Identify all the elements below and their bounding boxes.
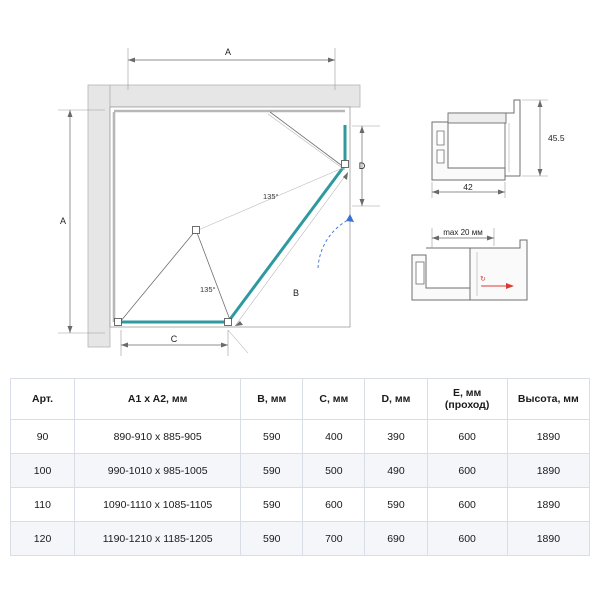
angle-top-label: 135°: [263, 192, 279, 201]
arrow-a-left-bottom: [68, 326, 73, 333]
header-b: B, мм: [241, 379, 303, 420]
header-e-sub: (проход): [444, 399, 490, 411]
plan-view: [58, 47, 380, 356]
dim-label-42: 42: [463, 182, 473, 192]
cell-b: 590: [241, 488, 303, 522]
dim-label-a-top: A: [224, 47, 232, 57]
cell-e: 600: [427, 420, 507, 454]
dim-label-b: B: [292, 288, 300, 298]
cell-d: 690: [365, 522, 427, 556]
cell-a1a2: 990-1010 x 985-1005: [75, 454, 241, 488]
spec-table-head: [11, 379, 590, 420]
dim-label-d: D: [358, 161, 366, 171]
arrow-455-top: [538, 100, 543, 107]
cell-art: 100: [11, 454, 75, 488]
cell-d: 490: [365, 454, 427, 488]
wall-top: [110, 85, 360, 107]
cell-a1a2: 1090-1110 x 1085-1105: [75, 488, 241, 522]
table-header-row: [11, 379, 590, 420]
cell-art: 110: [11, 488, 75, 522]
profile-top-channel-2: [437, 150, 444, 163]
header-e: [427, 379, 507, 420]
hinge-mid: [193, 227, 200, 234]
cell-art: 120: [11, 522, 75, 556]
cell-c: 700: [303, 522, 365, 556]
arrow-c-left: [121, 343, 128, 348]
dim-label-455: 45.5: [548, 133, 565, 143]
dim-label-max20: max 20 мм: [443, 228, 483, 237]
arrow-d-bottom: [360, 199, 365, 206]
cell-a1a2: 890-910 x 885-905: [75, 420, 241, 454]
arrow-a-top-right: [328, 58, 335, 63]
cabin-outline: [110, 107, 350, 327]
tick-diagonal-end: [228, 330, 248, 353]
profile-bottom-channel: [416, 262, 424, 284]
cell-b: 590: [241, 420, 303, 454]
cell-a1a2: 1190-1210 x 1185-1205: [75, 522, 241, 556]
profile-section-top: [432, 100, 565, 198]
cell-c: 500: [303, 454, 365, 488]
adjust-arrow-glyph: ↻: [480, 276, 486, 283]
profile-section-bottom: [412, 228, 527, 300]
profile-bottom-wall-part: [470, 240, 527, 300]
arrow-d-top: [360, 126, 365, 133]
header-height: Высота, мм: [507, 379, 589, 420]
cell-e: 600: [427, 488, 507, 522]
cell-height: 1890: [507, 454, 589, 488]
spec-table-body: [11, 420, 590, 556]
cell-e: 600: [427, 454, 507, 488]
cell-b: 590: [241, 454, 303, 488]
spec-table: [10, 378, 590, 556]
table-row: [11, 488, 590, 522]
header-c: C, мм: [303, 379, 365, 420]
arrow-c-right: [221, 343, 228, 348]
cell-height: 1890: [507, 488, 589, 522]
hinge-upper: [342, 161, 349, 168]
arrow-max20-right: [487, 236, 494, 241]
angle-bottom-label: 135°: [200, 285, 216, 294]
profile-top-flange: [448, 113, 506, 123]
cell-height: 1890: [507, 420, 589, 454]
profile-top-channel: [437, 131, 444, 145]
arrow-42-left: [432, 190, 439, 195]
cell-e: 600: [427, 522, 507, 556]
arrow-max20-left: [432, 236, 439, 241]
arrow-42-right: [498, 190, 505, 195]
header-d: D, мм: [365, 379, 427, 420]
table-row: [11, 420, 590, 454]
header-e-main: E, мм: [452, 386, 482, 399]
hinge-lower: [225, 319, 232, 326]
arrow-a-left-top: [68, 110, 73, 117]
cell-c: 400: [303, 420, 365, 454]
cell-art: 90: [11, 420, 75, 454]
cell-b: 590: [241, 522, 303, 556]
arrow-455-bottom: [538, 169, 543, 176]
dim-label-a-left: A: [59, 216, 67, 226]
cell-c: 600: [303, 488, 365, 522]
header-art: Арт.: [11, 379, 75, 420]
dim-label-c: C: [170, 334, 178, 344]
cell-d: 390: [365, 420, 427, 454]
hinge-corner: [115, 319, 122, 326]
cell-height: 1890: [507, 522, 589, 556]
table-row: [11, 454, 590, 488]
arrow-a-top-left: [128, 58, 135, 63]
profile-bottom-top-edge: [426, 248, 470, 255]
header-a1a2: A1 x A2, мм: [75, 379, 241, 420]
spec-table-wrap: [10, 378, 590, 556]
cell-d: 590: [365, 488, 427, 522]
table-row: [11, 522, 590, 556]
wall-left: [88, 85, 110, 347]
